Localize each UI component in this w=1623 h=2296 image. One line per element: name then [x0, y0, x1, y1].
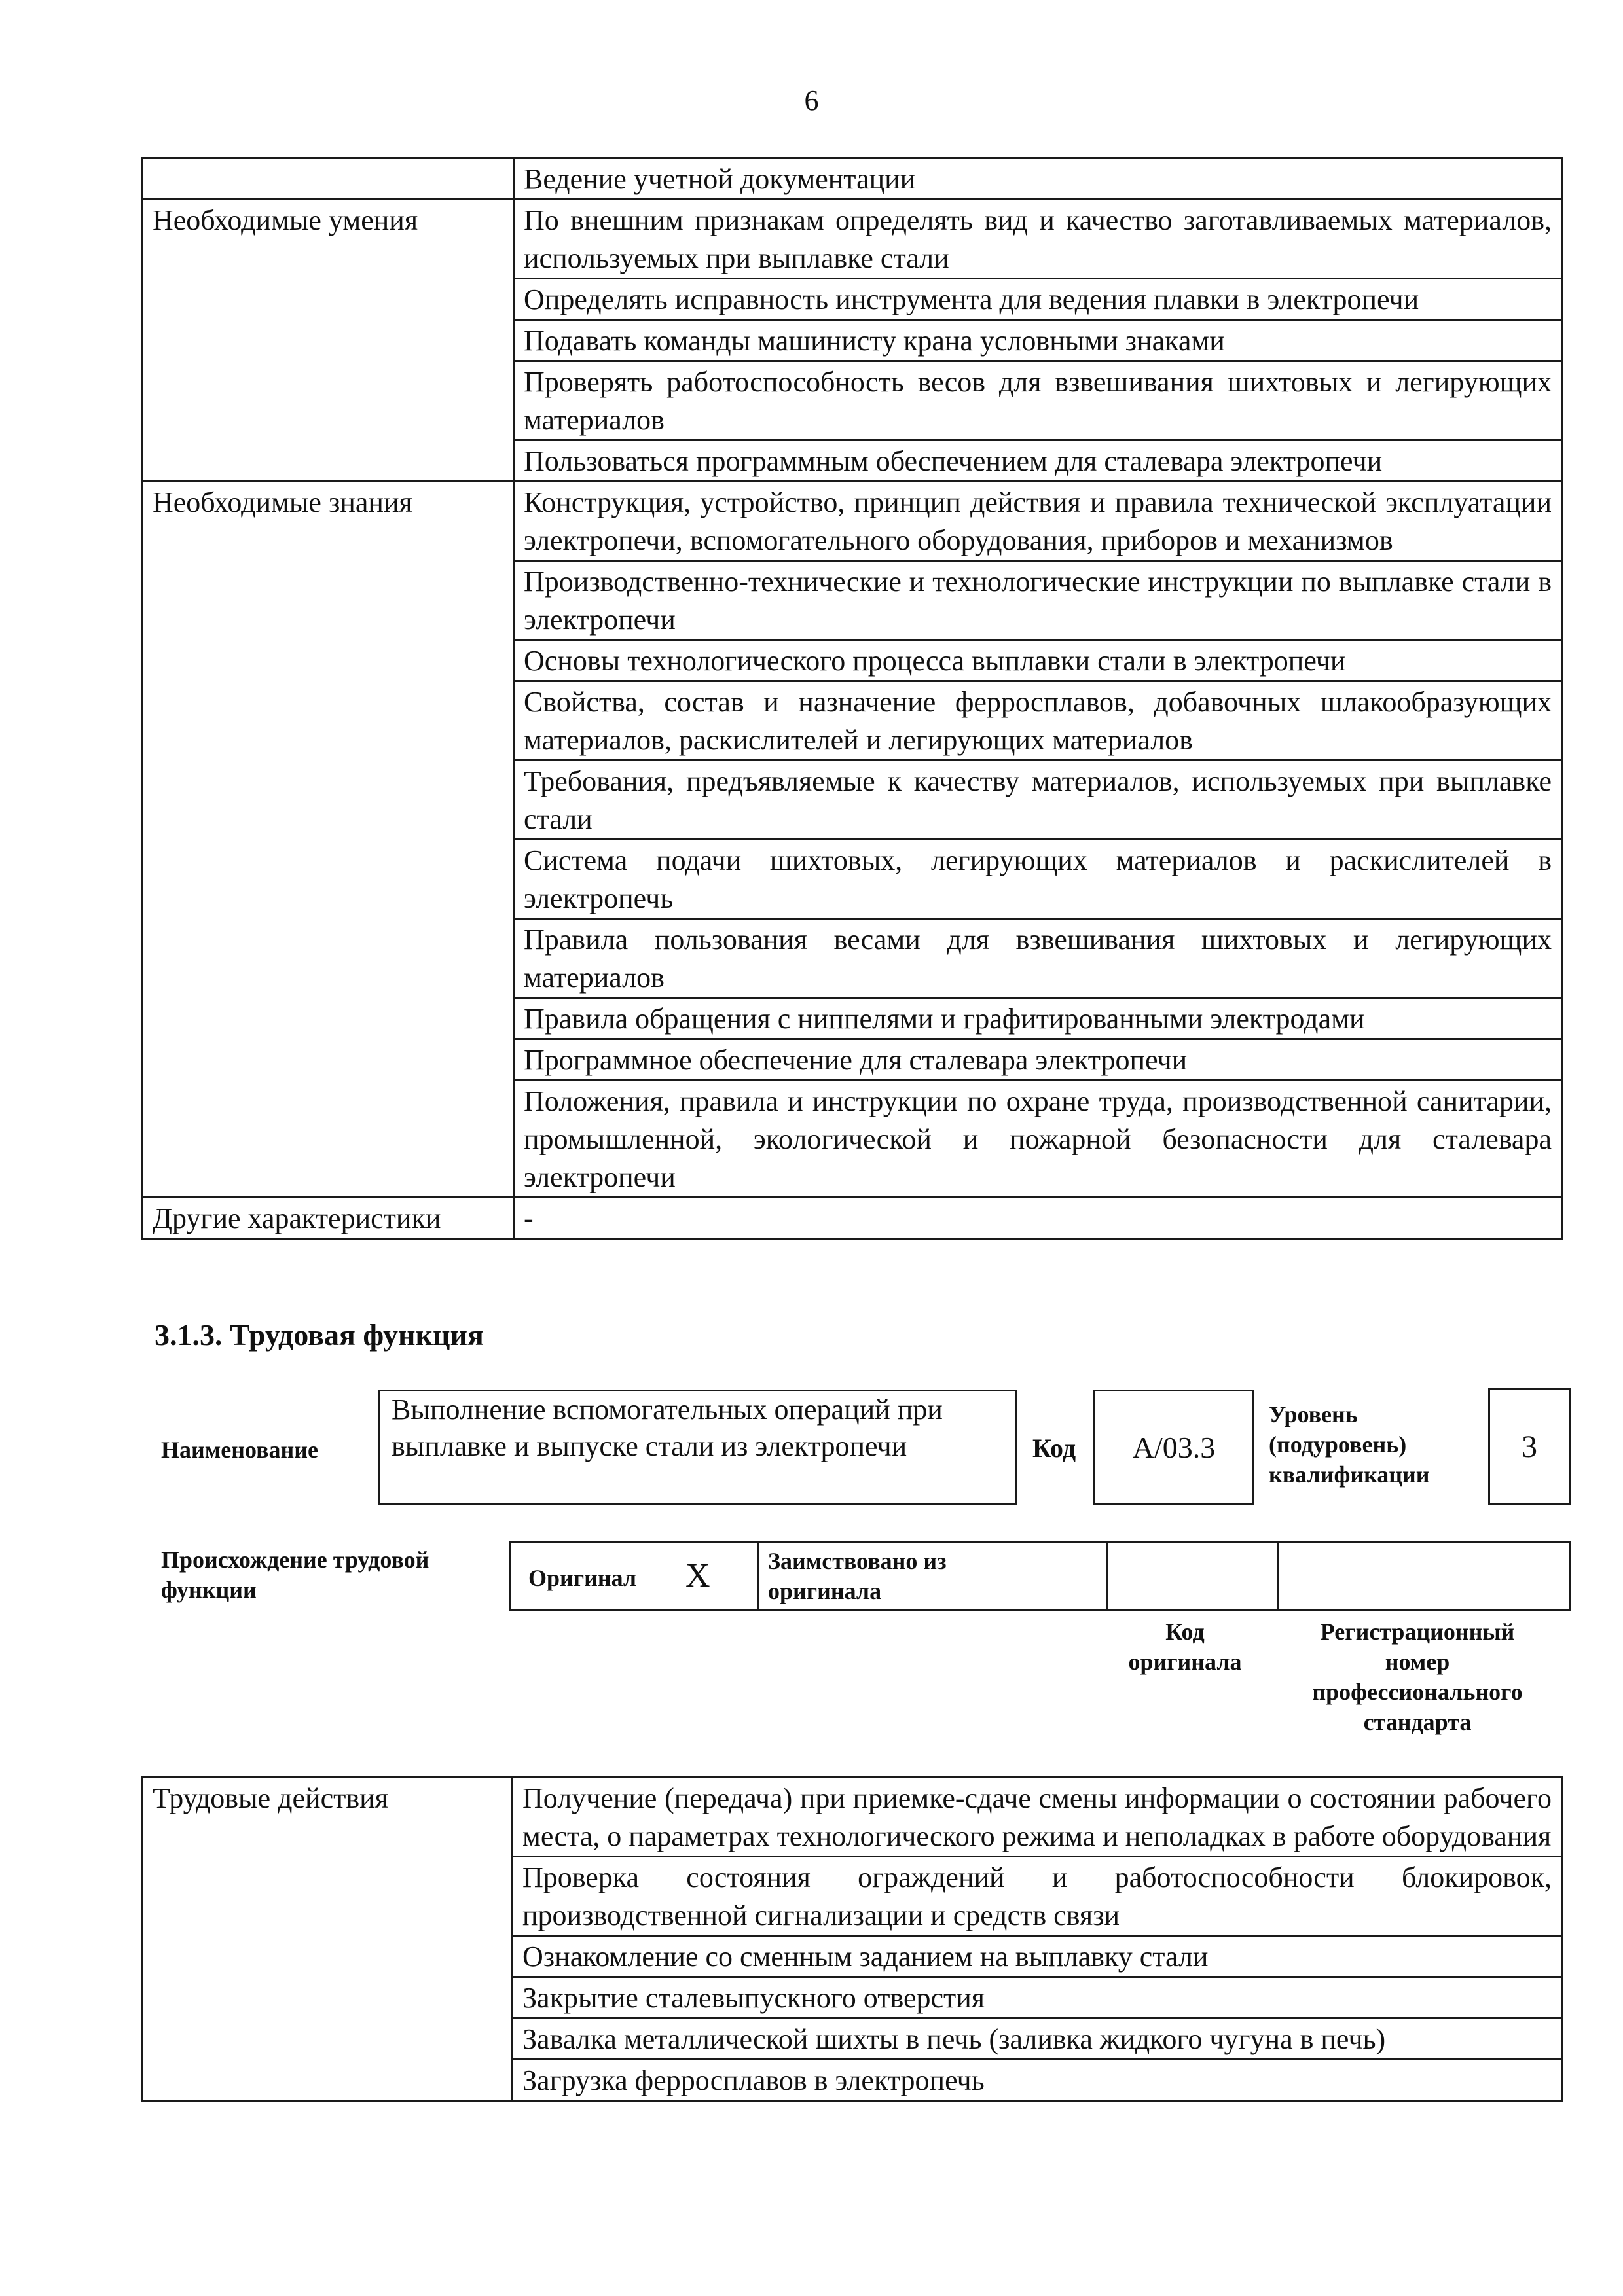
action-item: Завалка металлической шихты в печь (заливка жидкого чугуна в печь): [513, 2018, 1562, 2060]
code-value: А/03.3: [1132, 1430, 1216, 1464]
table-row: [143, 1198, 1562, 1239]
labor-actions-label: Трудовые действия: [143, 1778, 513, 2101]
row-label: Необходимые умения: [143, 200, 514, 279]
row-label: [143, 561, 514, 640]
row-label: [143, 919, 514, 998]
row-value: Определять исправность инструмента для ведения плавки в электропечи: [514, 279, 1562, 320]
row-label: [143, 361, 514, 440]
table-row: [143, 200, 1562, 279]
row-value: Пользоваться программным обеспечением для сталевара электропечи: [514, 440, 1562, 482]
function-name-box: [378, 1390, 1017, 1505]
origin-label: Происхождение трудовой функции: [161, 1547, 429, 1603]
row-value: Свойства, состав и назначение ферросплавов, добавочных шлакообразующих материалов, раскислителей и легирующих материалов: [514, 681, 1562, 761]
action-item: Загрузка ферросплавов в электропечь: [513, 2060, 1562, 2101]
row-label: [143, 320, 514, 361]
page-number: 6: [804, 84, 819, 117]
row-value: По внешним признакам определять вид и качество заготавливаемых материалов, используемых при выплавке стали: [514, 200, 1562, 279]
row-label: [143, 1039, 514, 1081]
table-row: [143, 361, 1562, 440]
code-box: [1093, 1390, 1254, 1505]
row-label: Необходимые знания: [143, 482, 514, 561]
row-value: Проверять работоспособность весов для взвешивания шихтовых и легирующих материалов: [514, 361, 1562, 440]
divider-2: [1106, 1543, 1108, 1609]
row-value: Производственно-технические и технологические инструкции по выплавке стали в электропечи: [514, 561, 1562, 640]
skills-knowledge-table: [141, 157, 1563, 1240]
row-value: Ведение учетной документации: [514, 158, 1562, 200]
row-label: [143, 640, 514, 681]
row-label: [143, 440, 514, 482]
original-mark: X: [685, 1557, 710, 1594]
row-value: Программное обеспечение для сталевара электропечи: [514, 1039, 1562, 1081]
level-box: [1488, 1388, 1571, 1505]
reg-caption: Регистрационный номер профессионального стандарта: [1312, 1619, 1523, 1735]
table-row: [143, 840, 1562, 919]
row-value: Положения, правила и инструкции по охране труда, производственной санитарии, промышленной, экологической и пожарной безопасности для сталевара электропечи: [514, 1081, 1562, 1198]
row-value: Правила обращения с ниппелями и графитированными электродами: [514, 998, 1562, 1039]
table-row: [143, 998, 1562, 1039]
row-value: -: [514, 1198, 1562, 1239]
row-label: [143, 998, 514, 1039]
code-label: Код: [1032, 1433, 1076, 1463]
row-label: [143, 1081, 514, 1198]
code-caption: Код оригинала: [1128, 1619, 1242, 1675]
action-item: Ознакомление со сменным заданием на выплавку стали: [513, 1936, 1562, 1977]
table-row: [143, 1778, 1562, 1857]
level-value: 3: [1522, 1429, 1537, 1464]
row-label: [143, 158, 514, 200]
row-label: Другие характеристики: [143, 1198, 514, 1239]
row-value: Система подачи шихтовых, легирующих материалов и раскислителей в электропечь: [514, 840, 1562, 919]
table-row: [143, 640, 1562, 681]
table-row: [143, 440, 1562, 482]
table-row: [143, 1081, 1562, 1198]
name-label: Наименование: [161, 1437, 318, 1463]
original-label: Оригинал: [528, 1565, 637, 1591]
row-value: Конструкция, устройство, принцип действия и правила технической эксплуатации электропечи, вспомогательного оборудования, приборов и механизмов: [514, 482, 1562, 561]
table-row: [143, 158, 1562, 200]
row-label: [143, 279, 514, 320]
row-value: Правила пользования весами для взвешивания шихтовых и легирующих материалов: [514, 919, 1562, 998]
row-label: [143, 681, 514, 761]
row-label: [143, 840, 514, 919]
action-item: Закрытие сталевыпускного отверстия: [513, 1977, 1562, 2018]
action-item: Проверка состояния ограждений и работоспособности блокировок, производственной сигнализации и средств связи: [513, 1857, 1562, 1936]
row-value: Требования, предъявляемые к качеству материалов, используемых при выплавке стали: [514, 761, 1562, 840]
row-value: Подавать команды машинисту крана условными знаками: [514, 320, 1562, 361]
origin-box: [509, 1541, 1571, 1611]
table-row: [143, 279, 1562, 320]
function-name: Выполнение вспомогательных операций при выплавке и выпуске стали из электропечи: [392, 1393, 943, 1462]
table-row: [143, 919, 1562, 998]
divider-3: [1277, 1543, 1279, 1609]
table-row: [143, 561, 1562, 640]
table-row: [143, 681, 1562, 761]
table-row: [143, 1039, 1562, 1081]
borrowed-label: Заимствовано из оригинала: [768, 1548, 947, 1604]
divider-1: [757, 1543, 759, 1609]
section-heading: 3.1.3. Трудовая функция: [155, 1318, 484, 1352]
table-row: [143, 761, 1562, 840]
row-value: Основы технологического процесса выплавки стали в электропечи: [514, 640, 1562, 681]
action-item: Получение (передача) при приемке-сдаче смены информации о состоянии рабочего места, о параметрах технологического режима и неполадках в работе оборудования: [513, 1778, 1562, 1857]
table-row: [143, 482, 1562, 561]
level-label: Уровень (подуровень) квалификации: [1269, 1401, 1430, 1488]
labor-actions-table: [141, 1776, 1563, 2102]
row-label: [143, 761, 514, 840]
table-row: [143, 320, 1562, 361]
